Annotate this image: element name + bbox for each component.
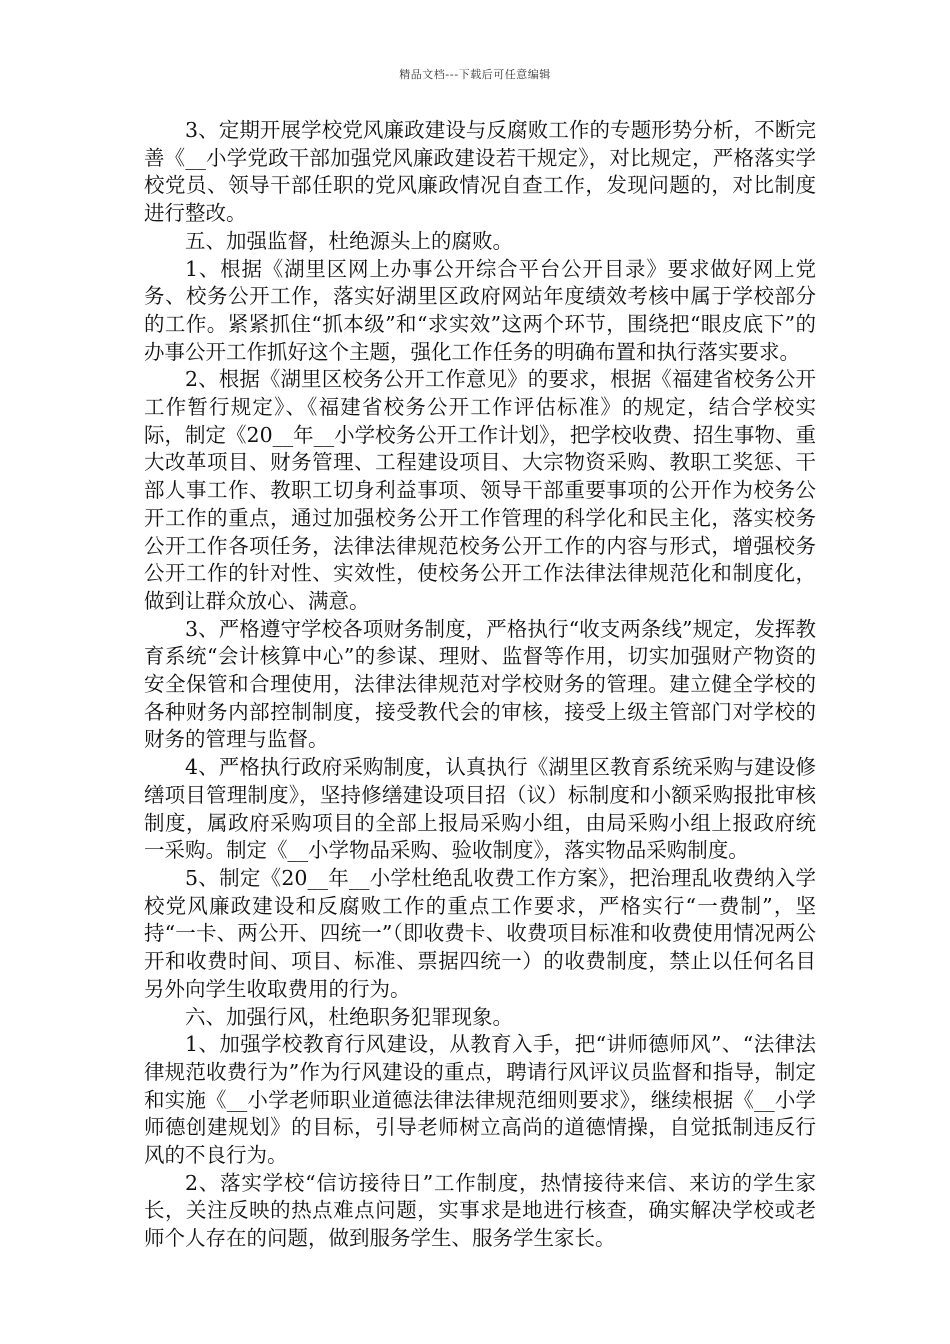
paragraph-finance-system: 3、严格遵守学校各项财务制度，严格执行“收支两条线”规定，发挥教育系统“会计核算中心”的参谋、理财、监督等作用，切实加强财产物资的安全保管和合理使用，法律法律规范对学校财务的管理。建立健全学校的各种财务内部控制制度，接受教代会的审核，接受上级主管部门对学校的财务的管理与监督。 [144,616,816,752]
paragraph-online-disclosure: 1、根据《湖里区网上办事公开综合平台公开目录》要求做好网上党务、校务公开工作，落实好湖里区政府网站年度绩效考核中属于学校部分的工作。紧紧抓住“抓本级”和“求实效”这两个环节，围绕把“眼皮底下”的办事公开工作抓好这个主题，强化工作任务的明确布置和执行落实要求。 [144,256,816,364]
page-header: 精品文档---下载后可任意编辑 [399,68,551,81]
paragraph-fee-management: 5、制定《20__年__小学杜绝乱收费工作方案》，把治理乱收费纳入学校党风廉政建设和反腐败工作的重点工作要求，严格实行“一费制”，坚持“一卡、两公开、四统一”（即收费卡、收费项目标准和收费使用情况两公开和收费时间、项目、标准、票据四统一）的收费制度，禁止以任何名目另外向学生收取费用的行为。 [144,865,816,1001]
paragraph-teaching-ethics: 1、加强学校教育行风建设，从教育入手，把“讲师德师风”、“法律法律规范收费行为”作为行风建设的重点，聘请行风评议员监督和指导，制定和实施《__小学老师职业道德法律法律规范细则要求》，继续根据《__小学师德创建规划》的目标，引导老师树立高尚的道德情操，自觉抵制违反行风的不良行为。 [144,1032,816,1168]
paragraph-petition-reception: 2、落实学校“信访接待日”工作制度，热情接待来信、来访的学生家长，关注反映的热点难点问题，实事求是地进行核查，确实解决学校或老师个人存在的问题，做到服务学生、服务学生家长。 [144,1170,816,1251]
paragraph-item-3-review: 3、定期开展学校党风廉政建设与反腐败工作的专题形势分析，不断完善《__小学党政干部加强党风廉政建设若干规定》，对比规定，严格落实学校党员、领导干部任职的党风廉政情况自查工作，发现问题的，对比制度进行整改。 [144,118,816,226]
paragraph-procurement-system: 4、严格执行政府采购制度，认真执行《湖里区教育系统采购与建设修缮项目管理制度》，坚持修缮建设项目招（议）标制度和小额采购报批审核制度，属政府采购项目的全部上报局采购小组，由局采购小组上报政府统一采购。制定《__小学物品采购、验收制度》，落实物品采购制度。 [144,755,816,863]
paragraph-school-affairs-disclosure: 2、根据《湖里区校务公开工作意见》的要求，根据《福建省校务公开工作暂行规定》、《福建省校务公开工作评估标准》的规定，结合学校实际，制定《20__年__小学校务公开工作计划》，把学校收费、招生事物、重大改革项目、财务管理、工程建设项目、大宗物资采购、教职工奖惩、干部人事工作、教职工切身利益事项、领导干部重要事项的公开作为校务公开工作的重点，通过加强校务公开工作管理的科学化和民主化，落实校务公开工作各项任务，法律法律规范校务公开工作的内容与形式，增强校务公开工作的针对性、实效性，使校务公开工作法律法律规范化和制度化，做到让群众放心、满意。 [144,367,816,613]
section-heading-five: 五、加强监督，杜绝源头上的腐败。 [185,228,513,253]
document-body [144,117,816,1253]
section-heading-six: 六、加强行风，杜绝职务犯罪现象。 [185,1004,513,1029]
